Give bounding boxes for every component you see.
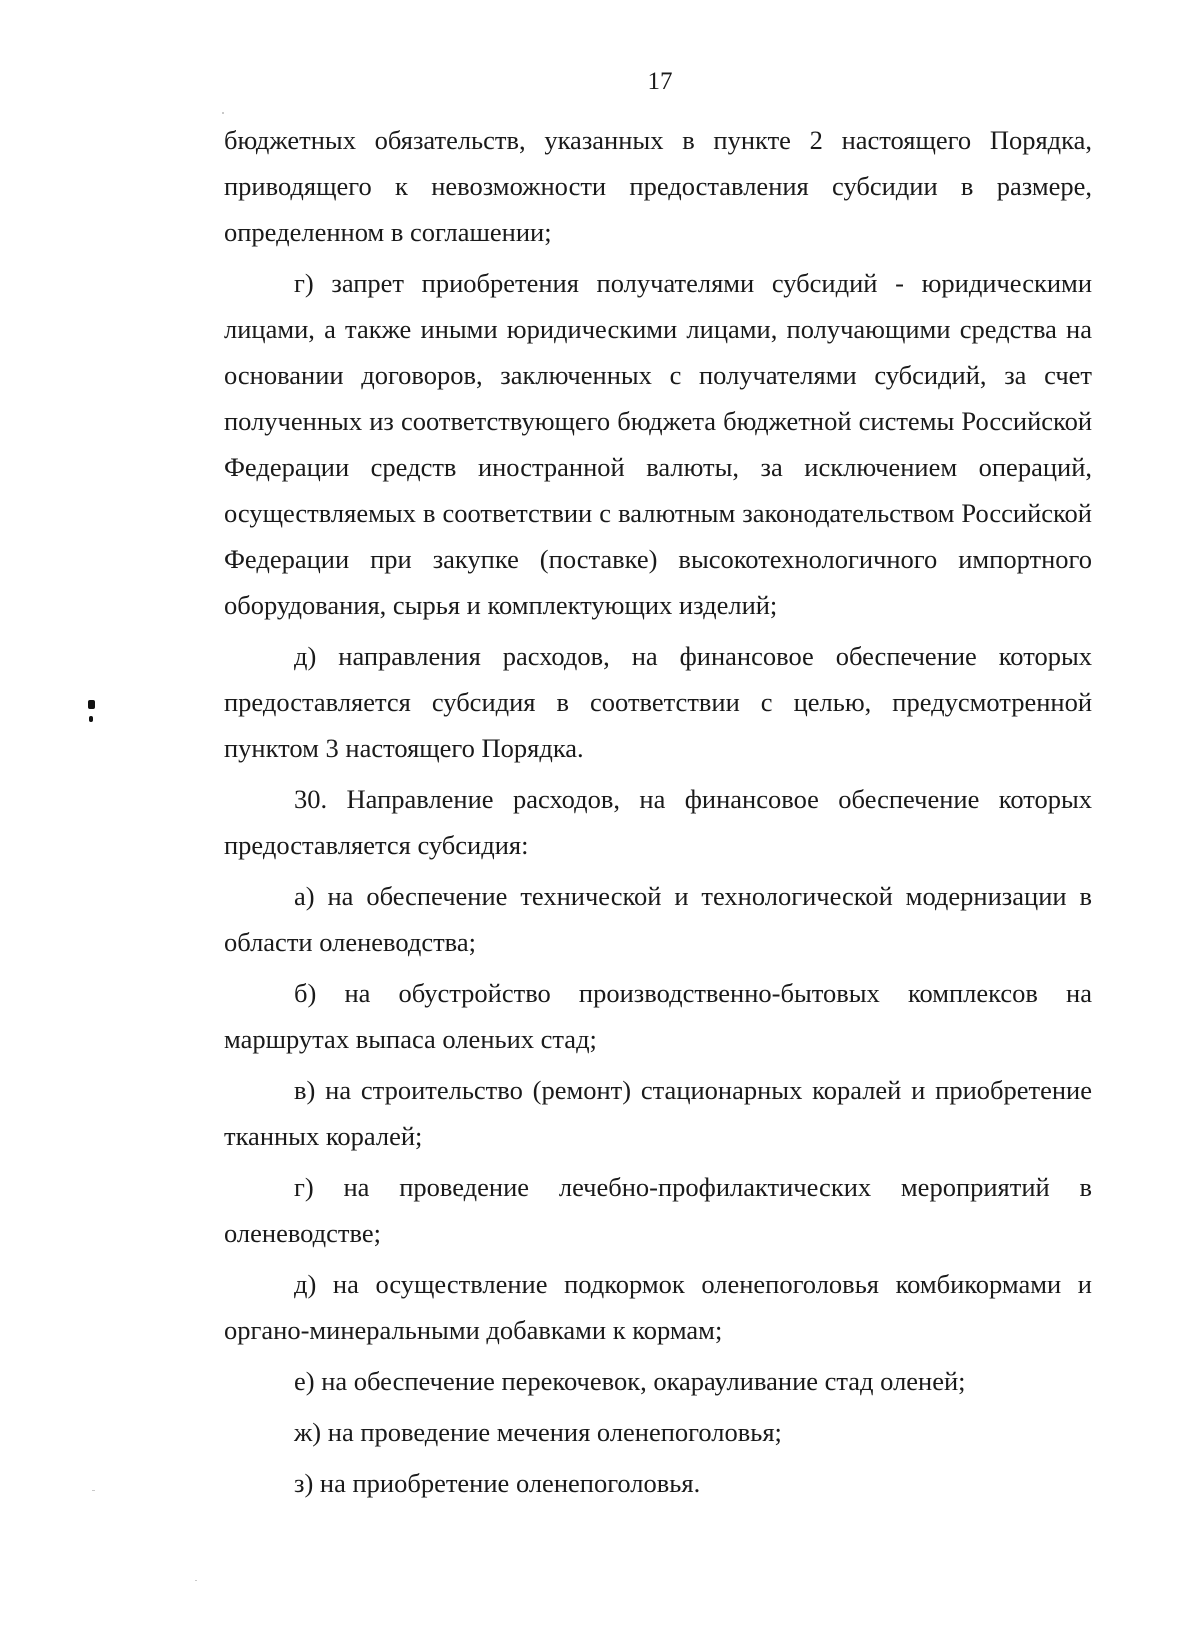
- page-number: 17: [647, 68, 673, 95]
- paragraph-item-g-currency-ban: г) запрет приобретения получателями субсидий - юридическими лицами, а также иными юридическими лицами, получающими средства на основании договоров, заключенных с получателями субсидий, за счет полученных из соответствующего бюджета бюджетной системы Российской Федерации средств иностранной валюты, за исключением операций, осуществляемых в соответствии с валютным законодательством Российской Федерации при закупке (поставке) высокотехнологичного импортного оборудования, сырья и комплектующих изделий;: [224, 268, 1092, 620]
- list-item-b: б) на обустройство производственно-бытовых комплексов на маршрутах выпаса оленьих стад;: [224, 978, 1092, 1054]
- list-item-z: з) на приобретение оленепоголовья.: [294, 1468, 701, 1498]
- list-item-v: в) на строительство (ремонт) стационарных коралей и приобретение тканных коралей;: [224, 1075, 1092, 1151]
- scan-artifact-mark: [88, 700, 95, 709]
- list-item-d: д) на осуществление подкормок оленепоголовья комбикормами и органо-минеральными добавками к кормам;: [224, 1269, 1092, 1345]
- paragraph-continuation: бюджетных обязательств, указанных в пункте 2 настоящего Порядка, приводящего к невозможности предоставления субсидии в размере, определенном в соглашении;: [224, 125, 1092, 247]
- scan-speck: [92, 1490, 95, 1491]
- document-body: [224, 117, 1092, 1506]
- list-item-g: г) на проведение лечебно-профилактических мероприятий в оленеводстве;: [224, 1172, 1092, 1248]
- scan-artifact-mark: [89, 716, 93, 722]
- scan-speck: [222, 112, 224, 114]
- paragraph-item-d-expense-directions: д) направления расходов, на финансовое обеспечение которых предоставляется субсидия в соответствии с целью, предусмотренной пунктом 3 настоящего Порядка.: [224, 641, 1092, 763]
- scan-speck: [195, 1580, 197, 1581]
- paragraph-clause-30: 30. Направление расходов, на финансовое обеспечение которых предоставляется субсидия:: [224, 784, 1092, 860]
- list-item-a: а) на обеспечение технической и технологической модернизации в области оленеводства;: [224, 881, 1092, 957]
- list-item-e: е) на обеспечение перекочевок, окарауливание стад оленей;: [294, 1366, 966, 1396]
- list-item-zh: ж) на проведение мечения оленепоголовья;: [294, 1417, 782, 1447]
